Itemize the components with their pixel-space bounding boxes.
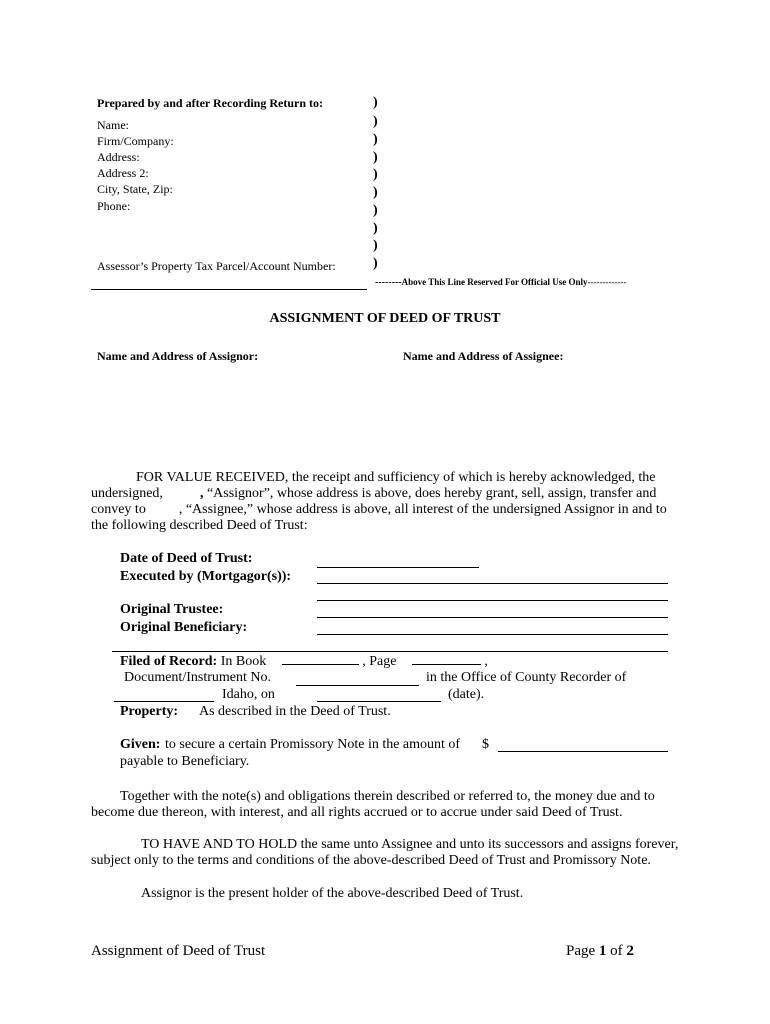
prepared-by-heading: Prepared by and after Recording Return to: (97, 96, 323, 110)
bracket-mark: ) (373, 150, 378, 165)
property-label: Property: (120, 704, 179, 719)
original-trustee-label: Original Trustee: (120, 602, 224, 617)
bracket-mark: ) (373, 114, 378, 129)
county-blank (114, 701, 214, 702)
executed-by-label: Executed by (Mortgagor(s)): (120, 569, 292, 584)
parcel-number-label: Assessor’s Property Tax Parcel/Account Number: (97, 259, 336, 273)
bracket-mark: ) (373, 132, 378, 147)
document-title: ASSIGNMENT OF DEED OF TRUST (269, 311, 501, 326)
bracket-mark: ) (373, 221, 378, 236)
bracket-mark: ) (373, 238, 378, 253)
convey-to-text: convey to (91, 502, 146, 517)
together-line-1: Together with the note(s) and obligations therein described or referred to, the money due and to (120, 789, 655, 804)
idaho-on-text: Idaho, on (222, 687, 275, 702)
original-beneficiary-blank (317, 634, 668, 635)
dollar-sign: $ (482, 737, 489, 752)
section-divider (112, 651, 668, 652)
bracket-mark: ) (373, 95, 378, 110)
habendum-line-2: subject only to the terms and conditions of the above-described Deed of Trust and Promissory Note. (91, 853, 651, 868)
assignor-comma: , (199, 486, 204, 501)
consideration-line-4: the following described Deed of Trust: (91, 518, 308, 533)
executed-by-blank (317, 583, 668, 584)
name-label: Name: (97, 118, 129, 132)
assignor-clause: “Assignor”, whose address is above, does hereby grant, sell, assign, transfer and (206, 486, 657, 501)
assignee-clause: , “Assignee,” whose address is above, all interest of the undersigned Assignor in and to (178, 502, 667, 517)
recording-separator-line (91, 289, 367, 290)
page-text: , Page (362, 654, 397, 669)
page-current: 1 (598, 943, 607, 959)
book-blank (282, 653, 359, 665)
date-text: (date). (448, 687, 485, 702)
consideration-line-1: FOR VALUE RECEIVED, the receipt and sufficiency of which is hereby acknowledged, the (136, 470, 656, 485)
in-book-text: In Book (220, 654, 267, 669)
assignee-label: Name and Address of Assignee: (403, 349, 564, 363)
page-blank (412, 653, 481, 665)
bracket-mark: ) (373, 185, 378, 200)
given-label: Given: (120, 737, 161, 752)
document-number-blank (296, 685, 419, 686)
amount-blank (498, 751, 668, 752)
filed-of-record-label: Filed of Record: (120, 654, 218, 669)
together-line-2: become due thereon, with interest, and all rights accrued or to accrue under said Deed of Trust. (91, 805, 623, 820)
bracket-mark: ) (373, 167, 378, 182)
executed-by-blank-2 (317, 600, 668, 601)
date-of-deed-label: Date of Deed of Trust: (120, 551, 253, 566)
address2-label: Address 2: (97, 166, 149, 180)
phone-label: Phone: (97, 199, 131, 213)
habendum-line-1: TO HAVE AND TO HOLD the same unto Assignee and unto its successors and assigns forever, (141, 837, 679, 852)
document-number-label: Document/Instrument No. (124, 670, 271, 685)
firm-label: Firm/Company: (97, 134, 174, 148)
page-prefix: Page (566, 943, 599, 959)
reserved-line-note (375, 277, 627, 288)
date-of-deed-blank (317, 567, 479, 568)
reserved-text: Above This Line Reserved For Official Use Only (401, 277, 588, 287)
page-total: 2 (626, 943, 634, 959)
original-beneficiary-label: Original Beneficiary: (120, 620, 248, 635)
consideration-line-3 (91, 502, 667, 518)
undersigned-text: undersigned, (91, 486, 163, 501)
page-comma: , (484, 654, 488, 669)
holder-statement: Assignor is the present holder of the above-described Deed of Trust. (141, 886, 524, 901)
reserved-tail: ------------- (587, 277, 627, 287)
page-of: of (606, 943, 627, 959)
city-state-zip-label: City, State, Zip: (97, 182, 173, 196)
original-trustee-blank (317, 617, 668, 618)
address-label: Address: (97, 150, 140, 164)
consideration-line-2 (91, 486, 656, 502)
payable-text: payable to Beneficiary. (120, 754, 250, 769)
assignor-label: Name and Address of Assignor: (97, 349, 259, 363)
bracket-mark: ) (373, 203, 378, 218)
filed-of-record-line (120, 653, 488, 670)
footer-title: Assignment of Deed of Trust (91, 943, 266, 959)
bracket-mark: ) (373, 256, 378, 271)
county-recorder-text: in the Office of County Recorder of (426, 670, 627, 685)
reserved-dashes: -------- (375, 277, 402, 288)
property-value: As described in the Deed of Trust. (199, 704, 391, 719)
given-text: to secure a certain Promissory Note in the amount of (165, 737, 461, 752)
page-number (566, 943, 634, 960)
recording-date-blank (317, 701, 441, 702)
